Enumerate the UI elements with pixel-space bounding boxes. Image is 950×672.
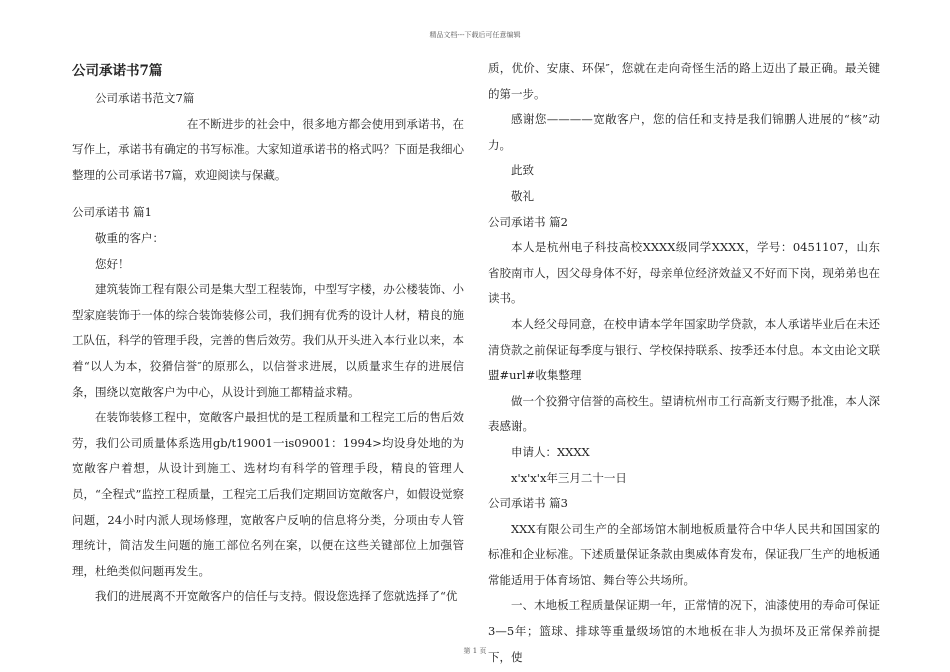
left-column	[72, 56, 464, 610]
intro-paragraph: 在不断进步的社会中，很多地方都会使用到承诺书，在写作上，承诺书有确定的书写标准。大家知道承诺书的格式吗？下面是我细心整理的公司承诺书7篇，欢迎阅读与保藏。	[72, 116, 464, 182]
section3-paragraph-1: XXX有限公司生产的全部场馆木制地板质量符合中华人民共和国国家的标准和企业标准。下述质量保证条款由奥威体育发布，保证我厂生产的地板通常能适用于体育场馆、舞台等公共场所。	[488, 521, 880, 587]
section2-paragraph-1: 本人是杭州电子科技高校XXXX级同学XXXX，学号：0451107，山东省胶南市人，因父母身体不好，母亲单位经济效益又不好而下岗，现弟弟也在读书。	[488, 240, 880, 306]
section1-paragraph-3: 我们的进展离不开宽敞客户的信任与支持。假设您选择了您就选择了“优	[95, 589, 458, 604]
section-heading-2: 公司承诺书 篇2	[488, 214, 568, 229]
page-footer: 第 1 页	[463, 647, 487, 655]
section3-paragraph-2: 一、木地板工程质量保证期一年，正常情的况下，油漆使用的寿命可保证3—5年；篮球、排球等重量级场馆的木地板在非人为损坏及正常保养前提下，使	[488, 598, 880, 664]
section1-paragraph-1: 建筑装饰工程有限公司是集大型工程装饰，中型写字楼，办公楼装饰、小型家庭装饰于一体的综合装饰装修公司，我们拥有优秀的设计人材，精良的施工队伍，科学的管理手段，完善的售后效劳。我们从开头进入本行业以来，本着“以人为本，狡猾信誉″的原那么，以信誉求进展，以质量求生存的进展信条，围绕以宽敞客户为中心，从设计到施工都精益求精。	[72, 282, 464, 399]
section-heading-3: 公司承诺书 篇3	[488, 496, 568, 511]
greeting: 您好！	[95, 256, 130, 271]
right-column	[488, 56, 880, 670]
page-header: 精品文档---下载后可任意编辑	[429, 31, 521, 39]
thanks-paragraph: 感谢您————宽敞客户，您的信任和支持是我们锦鹏人进展的“核”动力。	[488, 112, 880, 152]
salutation: 敬重的客户：	[95, 230, 164, 245]
section2-paragraph-2: 本人经父母同意，在校申请本学年国家助学贷款，本人承诺毕业后在未还清贷款之前保证每季度与银行、学校保持联系、按季还本付息。本文由论文联盟#url#收集整理	[488, 316, 880, 383]
section-heading-1: 公司承诺书 篇1	[72, 205, 152, 220]
section1-paragraph-2: 在装饰装修工程中，宽敞客户最担忧的是工程质量和工程完工后的售后效劳，我们公司质量体系选用gb/t19001一is09001：1994>均设身处地的为宽敞客户着想，从设计到施工、选材均有科学的管理手段，精良的管理人员，“全程式”监控工程质量，工程完工后我们定期回访宽敞客户，如假设觉察问题，24小时内派人现场修理，宽敞客户反响的信息将分类，分项由专人管理统计，简洁发生问题的施工部位名列在案，以便在这些关键部位上加强管理，杜绝类似问题再发生。	[72, 410, 464, 578]
continued-paragraph: 质，优价、安康、环保″，您就在走向奇怪生活的路上迈出了最正确。最关键的第一步。	[488, 61, 880, 101]
section2-paragraph-3: 做一个狡猾守信誉的高校生。望请杭州市工行高新支行赐予批准，本人深表感谢。	[488, 393, 880, 434]
closing-line-2: 敬礼	[511, 188, 534, 203]
document-title: 公司承诺书7篇	[72, 63, 163, 79]
closing-line-1: 此致	[511, 163, 534, 178]
document-subtitle: 公司承诺书范文7篇	[95, 91, 195, 105]
date-line: x'x'x'x年三月二十一日	[511, 470, 627, 485]
applicant-line: 申请人：XXXX	[511, 444, 590, 459]
